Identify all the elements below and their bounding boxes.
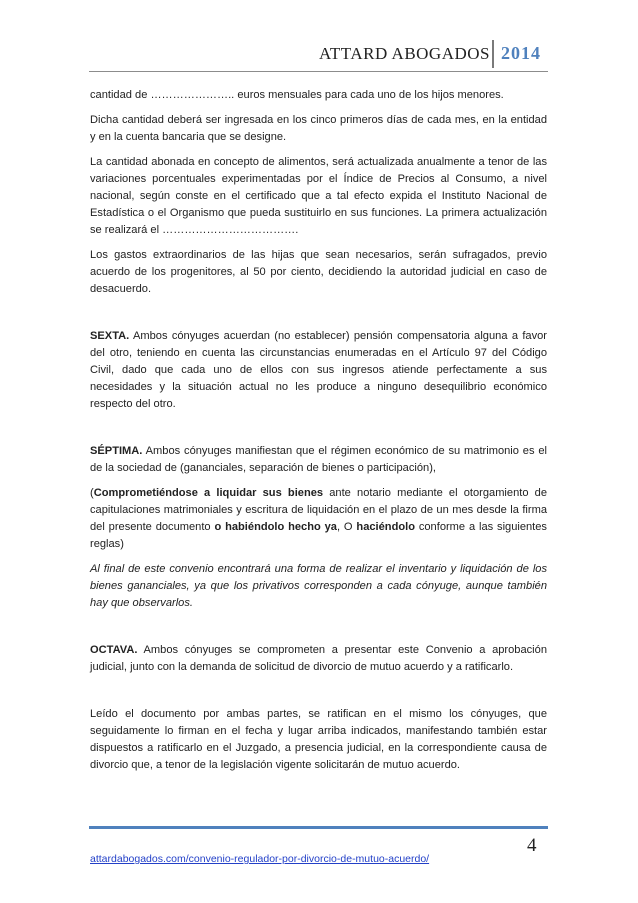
header-rule	[89, 71, 548, 72]
clause-octava	[90, 642, 547, 676]
liquidacion-text-3: conforme a las siguientes reglas)	[90, 521, 547, 550]
paren-open: (	[90, 487, 94, 499]
clause-septima	[90, 443, 547, 477]
clause-sexta	[90, 328, 547, 413]
header-year: 2014	[501, 43, 541, 63]
bold-haciendolo: haciéndolo	[356, 521, 415, 533]
paragraph-actualizacion: La cantidad abonada en concepto de alimentos, será actualizada anualmente a tenor de las variaciones porcentuales experimentadas por el Índice de Precios al Consumo, a nivel nacional, según conste en el certificado que a tal efecto expida el Instituto Nacional de Estadística o el Organismo que pueda sustituirlo en sus funciones. La primera actualización se realizará el ……………………………….	[90, 156, 547, 236]
clause-septima-label: SÉPTIMA.	[90, 445, 143, 457]
clause-septima-text: Ambos cónyuges manifiestan que el régimen económico de su matrimonio es el de la sociedad de (gananciales, separación de bienes o participación),	[90, 445, 547, 474]
liquidacion-text-1: ante notario mediante el otorgamiento de capitulaciones matrimoniales y escritura de liquidación en el plazo de un mes desde la firma del presente documento	[90, 487, 548, 533]
clause-octava-label: OCTAVA.	[90, 644, 138, 656]
paragraph-ratificacion: Leído el documento por ambas partes, se ratifican en el mismo los cónyuges, que seguidamente lo firman en el fecha y lugar arriba indicados, manifestando también estar dispuestos a ratificarlo en el Juzgado, a presencia judicial, en la correspondiente causa de divorcio que, a tenor de la legislación vigente solicitarán de mutuo acuerdo.	[90, 708, 547, 771]
paragraph-ingreso: Dicha cantidad deberá ser ingresada en los cinco primeros días de cada mes, en la entidad y en la cuenta bancaria que se designe.	[90, 114, 547, 143]
clause-sexta-label: SEXTA.	[90, 330, 130, 342]
clause-sexta-text: Ambos cónyuges acuerdan (no establecer) pensión compensatoria alguna a favor del otro, teniendo en cuenta las circunstancias enumeradas en el Artículo 97 del Código Civil, dado que cada uno de ellos con sus ingresos atiende perfectamente a sus necesidades y la situación actual no les produce a ninguno desequilibrio económico respecto del otro.	[90, 330, 547, 410]
footer-url-link[interactable]: attardabogados.com/convenio-regulador-por-divorcio-de-mutuo-acuerdo/	[90, 853, 430, 865]
page-number: 4	[527, 835, 537, 856]
page-header	[0, 38, 638, 72]
paragraph-gastos-extraordinarios: Los gastos extraordinarios de las hijas que sean necesarios, serán sufragados, previo acuerdo de los progenitores, al 50 por ciento, decidiendo la autoridad judicial en caso de desacuerdo.	[90, 249, 547, 295]
bold-habiendolo: o habiéndolo hecho ya	[214, 521, 337, 533]
clause-octava-text: Ambos cónyuges se comprometen a presentar este Convenio a aprobación judicial, junto con la demanda de solicitud de divorcio de mutuo acuerdo y a ratificarlo.	[90, 644, 547, 673]
document-body	[90, 87, 547, 782]
paragraph-alimentos-cantidad: cantidad de ………………….. euros mensuales para cada uno de los hijos menores.	[90, 89, 504, 101]
header-divider	[492, 40, 494, 68]
liquidacion-text-2: , O	[336, 521, 357, 533]
bold-comprometiendose: Comprometiéndose a liquidar sus bienes	[93, 487, 324, 499]
paragraph-liquidacion	[90, 485, 547, 553]
footer-rule	[89, 826, 548, 829]
header-title: ATTARD ABOGADOS	[319, 44, 490, 63]
paragraph-inventario-note: Al final de este convenio encontrará una forma de realizar el inventario y liquidación de los bienes gananciales, ya que los privativos corresponden a cada cónyuge, aunque también hay que observarlos.	[90, 563, 547, 609]
